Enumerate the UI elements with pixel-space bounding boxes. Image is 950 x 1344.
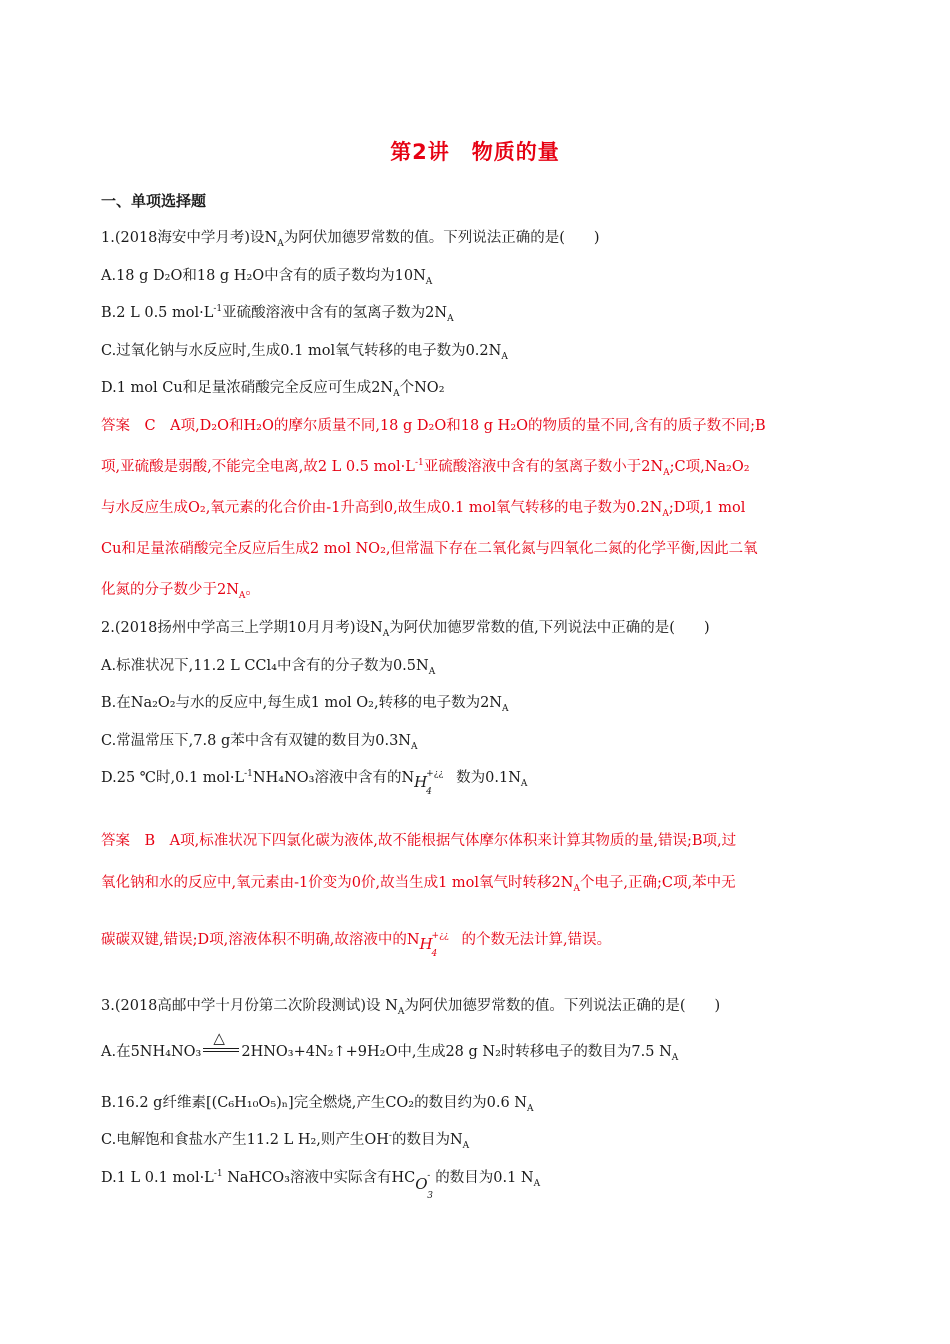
q2-answer-line3: 碳碳双键,错误;D项,溶液体积不明确,故溶液中的N H +¿¿ 4 的个数无法计算,错误。	[101, 931, 612, 959]
q1-option-c: C.过氧化钠与水反应时,生成0.1 mol氧气转移的电子数为$0.2N_A$	[101, 343, 508, 362]
q2-option-d: D.25 ℃时,0.1 $mol\cdot L^{-1}NH_4NO_3$溶液中含有的N H +¿¿ 4 数为$0.1N_A$	[101, 769, 528, 797]
heat-condition-arrow: △	[201, 1042, 241, 1062]
nh4-ion-formula: H +¿¿ 4	[414, 769, 444, 797]
section-heading: 一、单项选择题	[101, 192, 207, 210]
q3-option-c: C.电解饱和食盐水产生11.2 L H₂,则产生OH-的数目为$N_A$	[101, 1131, 470, 1151]
q1-option-b: B.2 L 0.5 $mol\cdot L^{-1}$亚硫酸溶液中含有的氢离子数为$2N_A$	[101, 304, 454, 324]
nh4-ion-formula: H +¿¿ 4	[419, 931, 449, 959]
q1-option-d: D.1 mol Cu和足量浓硝酸完全反应可生成$2N_A$个NO₂	[101, 380, 445, 399]
q2-answer-line2: 氧化钠和水的反应中,氧元素由-1价变为0价,故当生成1 mol氧气时转移$2N_A$个电子,正确;C项,苯中无	[101, 875, 736, 894]
q1-answer-line2: 项,亚硫酸是弱酸,不能完全电离,故2 L 0.5 $mol\cdot L^{-1}$亚硫酸溶液中含有的氢离子数小于$2N_A;C$项,Na₂O₂	[101, 458, 750, 478]
q2-answer-line1: 答案 B A项,标准状况下四氯化碳为液体,故不能根据气体摩尔体积来计算其物质的量,错误;B项,过	[101, 833, 737, 849]
q1-answer-line4: Cu和足量浓硝酸完全反应后生成2 mol NO₂,但常温下存在二氧化氮与四氧化二氮的化学平衡,因此二氧	[101, 541, 758, 557]
q3-option-d: D.1 L 0.1 $mol\cdot L^{-1}$ NaHCO₃溶液中实际含有HC O - 3 的数目为0.1 $N_A$	[101, 1169, 541, 1201]
q1-answer-line3: 与水反应生成O₂,氧元素的化合价由-1升高到0,故生成0.1 mol氧气转移的电子数为$0.2N_A;D$项,1 mol	[101, 500, 746, 519]
q2-stem: 2.(2018扬州中学高三上学期10月月考)设$N_A$为阿伏加德罗常数的值,下列说法中正确的是( )	[101, 620, 710, 639]
q1-stem: 1.(2018海安中学月考)设$N_A$为阿伏加德罗常数的值。下列说法正确的是( )	[101, 230, 600, 249]
q3-option-b: B.16.2 g纤维素[(C₆H₁₀O₅)ₙ]完全燃烧,产生CO₂的数目约为0.6 $N_A$	[101, 1095, 534, 1114]
q2-option-b: B.在Na₂O₂与水的反应中,每生成1 mol O₂,转移的电子数为$2N_A$	[101, 695, 509, 714]
q2-option-c: C.常温常压下,7.8 g苯中含有双键的数目为$0.3N_A$	[101, 733, 418, 752]
q1-answer-line5: 化氮的分子数少于$2N_A$。	[101, 582, 260, 601]
q3-option-a: A.在5NH₄NO₃ △ 2HNO₃+4N₂↑+9H₂O中,生成28 g N₂时转移电子的数目为7.5 $N_A$	[101, 1029, 679, 1063]
q1-answer-line1: 答案 C A项,D₂O和H₂O的摩尔质量不同,18 g D₂O和18 g H₂O的物质的量不同,含有的质子数不同;B	[101, 418, 766, 434]
co3-ion-formula: O - 3	[415, 1171, 433, 1201]
q1-option-a: A.18 g D₂O和18 g H₂O中含有的质子数均为$10N_A$	[101, 268, 433, 287]
page-title: 第2讲 物质的量	[390, 140, 560, 164]
q3-stem: 3.(2018高邮中学十月份第二次阶段测试)设 $N_A$为阿伏加德罗常数的值。下列说法正确的是( )	[101, 998, 721, 1017]
q2-option-a: A.标准状况下,11.2 L CCl₄中含有的分子数为$0.5N_A$	[101, 658, 436, 677]
